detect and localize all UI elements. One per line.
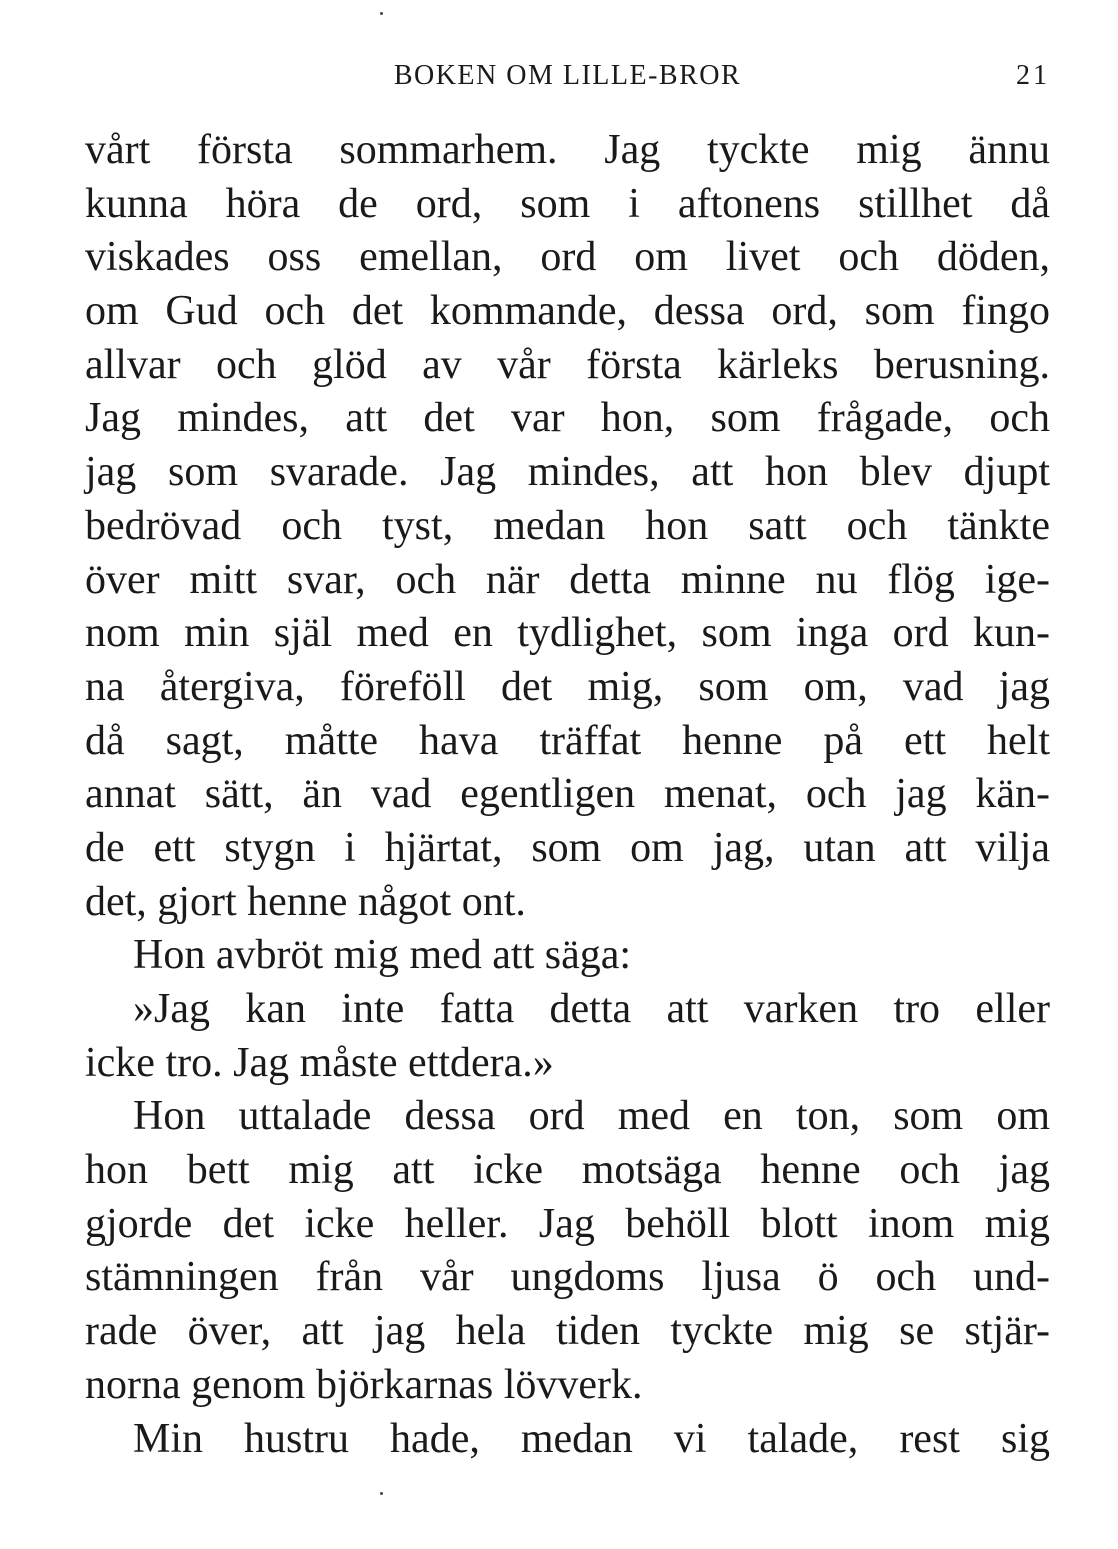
text-line: det, gjort henne något ont. bbox=[85, 878, 526, 925]
text-line: Jag mindes, att det var hon, som frågade, och bbox=[85, 395, 1050, 442]
text-line: jag som svarade. Jag mindes, att hon blev djupt bbox=[85, 449, 1050, 496]
text-line: annat sätt, än vad egentligen menat, och jag kän- bbox=[85, 771, 1050, 818]
text-line: stämningen från vår ungdoms ljusa ö och und- bbox=[85, 1254, 1050, 1301]
text-line: kunna höra de ord, som i aftonens stillhet då bbox=[85, 180, 1050, 227]
text-line: då sagt, måtte hava träffat henne på ett helt bbox=[85, 717, 1050, 764]
text-line: hon bett mig att icke motsäga henne och jag bbox=[85, 1147, 1050, 1194]
text-line: icke tro. Jag måste ettdera.» bbox=[85, 1039, 554, 1086]
text-line: om Gud och det kommande, dessa ord, som fingo bbox=[85, 288, 1050, 335]
text-line: »Jag kan inte fatta detta att varken tro eller bbox=[133, 986, 1050, 1032]
text-line: gjorde det icke heller. Jag behöll blott inom mig bbox=[85, 1200, 1050, 1247]
text-line: Min hustru hade, medan vi talade, rest sig bbox=[133, 1415, 1050, 1462]
print-speck bbox=[380, 12, 383, 15]
text-line: Hon uttalade dessa ord med en ton, som om bbox=[133, 1093, 1050, 1140]
text-line: rade över, att jag hela tiden tyckte mig se stjär- bbox=[85, 1308, 1050, 1355]
text-line: na återgiva, föreföll det mig, som om, vad jag bbox=[85, 663, 1050, 710]
text-line: viskades oss emellan, ord om livet och döden, bbox=[85, 234, 1050, 281]
print-speck bbox=[380, 1492, 383, 1495]
running-header bbox=[85, 60, 1050, 100]
text-line: vårt första sommarhem. Jag tyckte mig ännu bbox=[85, 127, 1050, 173]
text-line: de ett stygn i hjärtat, som om jag, utan att vilja bbox=[85, 824, 1050, 871]
text-line: norna genom björkarnas lövverk. bbox=[85, 1361, 643, 1408]
text-line: Hon avbröt mig med att säga: bbox=[133, 932, 632, 979]
text-line: allvar och glöd av vår första kärleks berusning. bbox=[85, 341, 1050, 388]
body-text bbox=[85, 124, 1050, 1466]
running-title: BOKEN OM LILLE-BROR bbox=[393, 60, 742, 91]
page-number: 21 bbox=[1016, 60, 1050, 91]
text-line: nom min själ med en tydlighet, som inga ord kun- bbox=[85, 610, 1050, 657]
text-line: över mitt svar, och när detta minne nu flög ige- bbox=[85, 556, 1050, 603]
text-line: bedrövad och tyst, medan hon satt och tänkte bbox=[85, 502, 1050, 549]
